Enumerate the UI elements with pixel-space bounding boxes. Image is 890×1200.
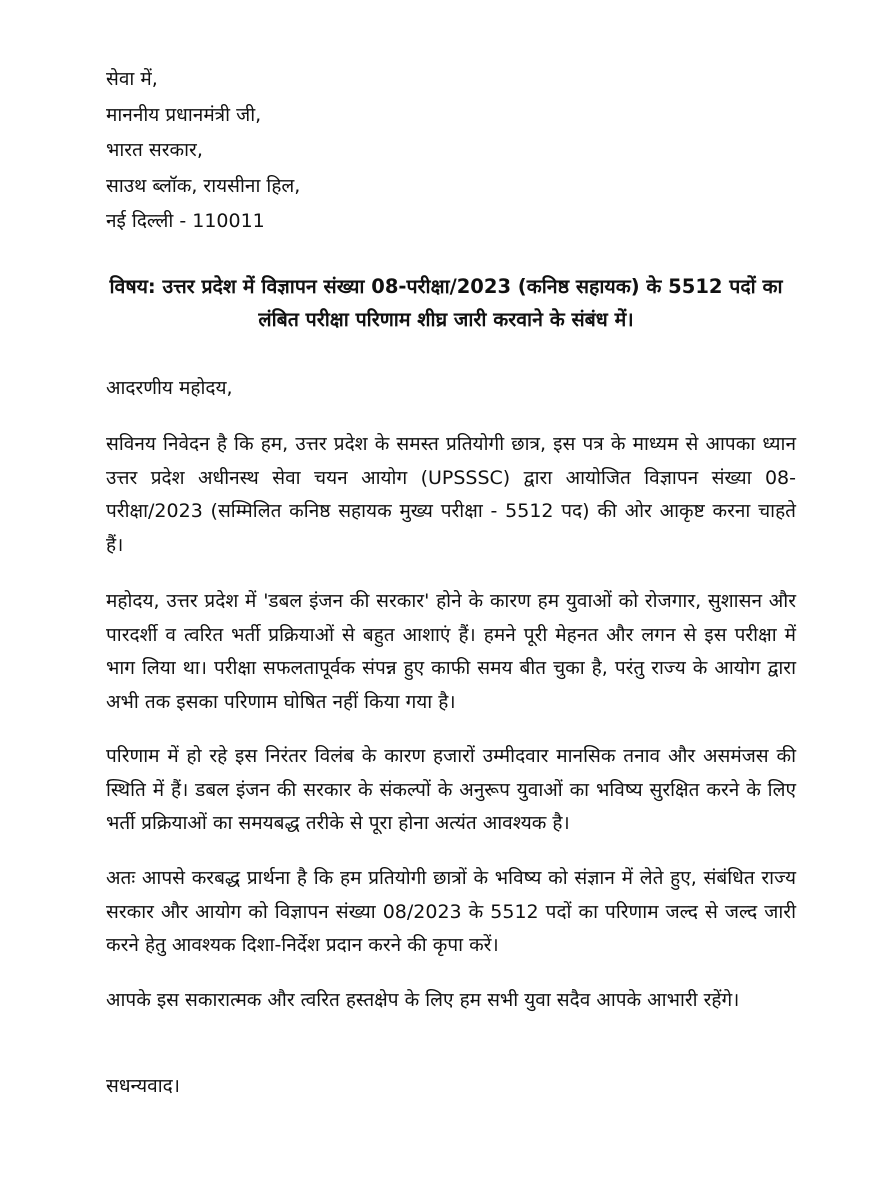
body-paragraph-3: परिणाम में हो रहे इस निरंतर विलंब के कारण हजारों उम्मीदवार मानसिक तनाव और असमंजस की स्थिति में हैं। डबल इंजन की सरकार के संकल्पों के अनुरूप युवाओं का भविष्य सुरक्षित करने के लिए भर्ती प्रक्रियाओं का समयबद्ध तरीके से पूरा होना अत्यंत आवश्यक है। <box>106 745 796 834</box>
address-line-government: भारत सरकार, <box>106 139 203 161</box>
address-line-salutation: सेवा में, <box>106 68 158 90</box>
letter-salutation: आदरणीय महोदय, <box>106 377 233 399</box>
recipient-address <box>106 62 786 240</box>
address-line-street: साउथ ब्लॉक, रायसीना हिल, <box>106 174 301 197</box>
body-paragraph-5: आपके इस सकारात्मक और त्वरित हस्तक्षेप के लिए हम सभी युवा सदैव आपके आभारी रहेंगे। <box>106 989 740 1011</box>
body-paragraph-1: सविनय निवेदन है कि हम, उत्तर प्रदेश के समस्त प्रतियोगी छात्र, इस पत्र के माध्यम से आपका ध्यान उत्तर प्रदेश अधीनस्थ सेवा चयन आयोग (UPSSSC) द्वारा आयोजित विज्ञापन संख्या 08-परीक्षा/2023 (सम्मिलित कनिष्ठ सहायक मुख्य परीक्षा - 5512 पद) की ओर आकृष्ट करना चाहते हैं। <box>106 433 796 556</box>
address-line-city: नई दिल्ली - 110011 <box>106 210 265 232</box>
body-paragraph-2: महोदय, उत्तर प्रदेश में 'डबल इंजन की सरकार' होने के कारण हम युवाओं को रोजगार, सुशासन और पारदर्शी व त्वरित भर्ती प्रक्रियाओं से बहुत आशाएं हैं। हमने पूरी मेहनत और लगन से इस परीक्षा में भाग लिया था। परीक्षा सफलतापूर्वक संपन्न हुए काफी समय बीत चुका है, परंतु राज्य के आयोग द्वारा अभी तक इसका परिणाम घोषित नहीं किया गया है। <box>106 590 796 713</box>
letter-closing: सधन्यवाद। <box>106 1075 180 1097</box>
body-paragraph-4: अतः आपसे करबद्ध प्रार्थना है कि हम प्रतियोगी छात्रों के भविष्य को संज्ञान में लेते हुए, संबंधित राज्य सरकार और आयोग को विज्ञापन संख्या 08/2023 के 5512 पदों का परिणाम जल्द से जल्द जारी करने हेतु आवश्यक दिशा-निर्देश प्रदान करने की कृपा करें। <box>106 867 796 956</box>
letter-subject: विषय: उत्तर प्रदेश में विज्ञापन संख्या 08-परीक्षा/2023 (कनिष्ठ सहायक) के 5512 पदों का लंबित परीक्षा परिणाम शीघ्र जारी करवाने के संबंध में। <box>109 275 783 331</box>
address-line-recipient: माननीय प्रधानमंत्री जी, <box>106 103 262 126</box>
